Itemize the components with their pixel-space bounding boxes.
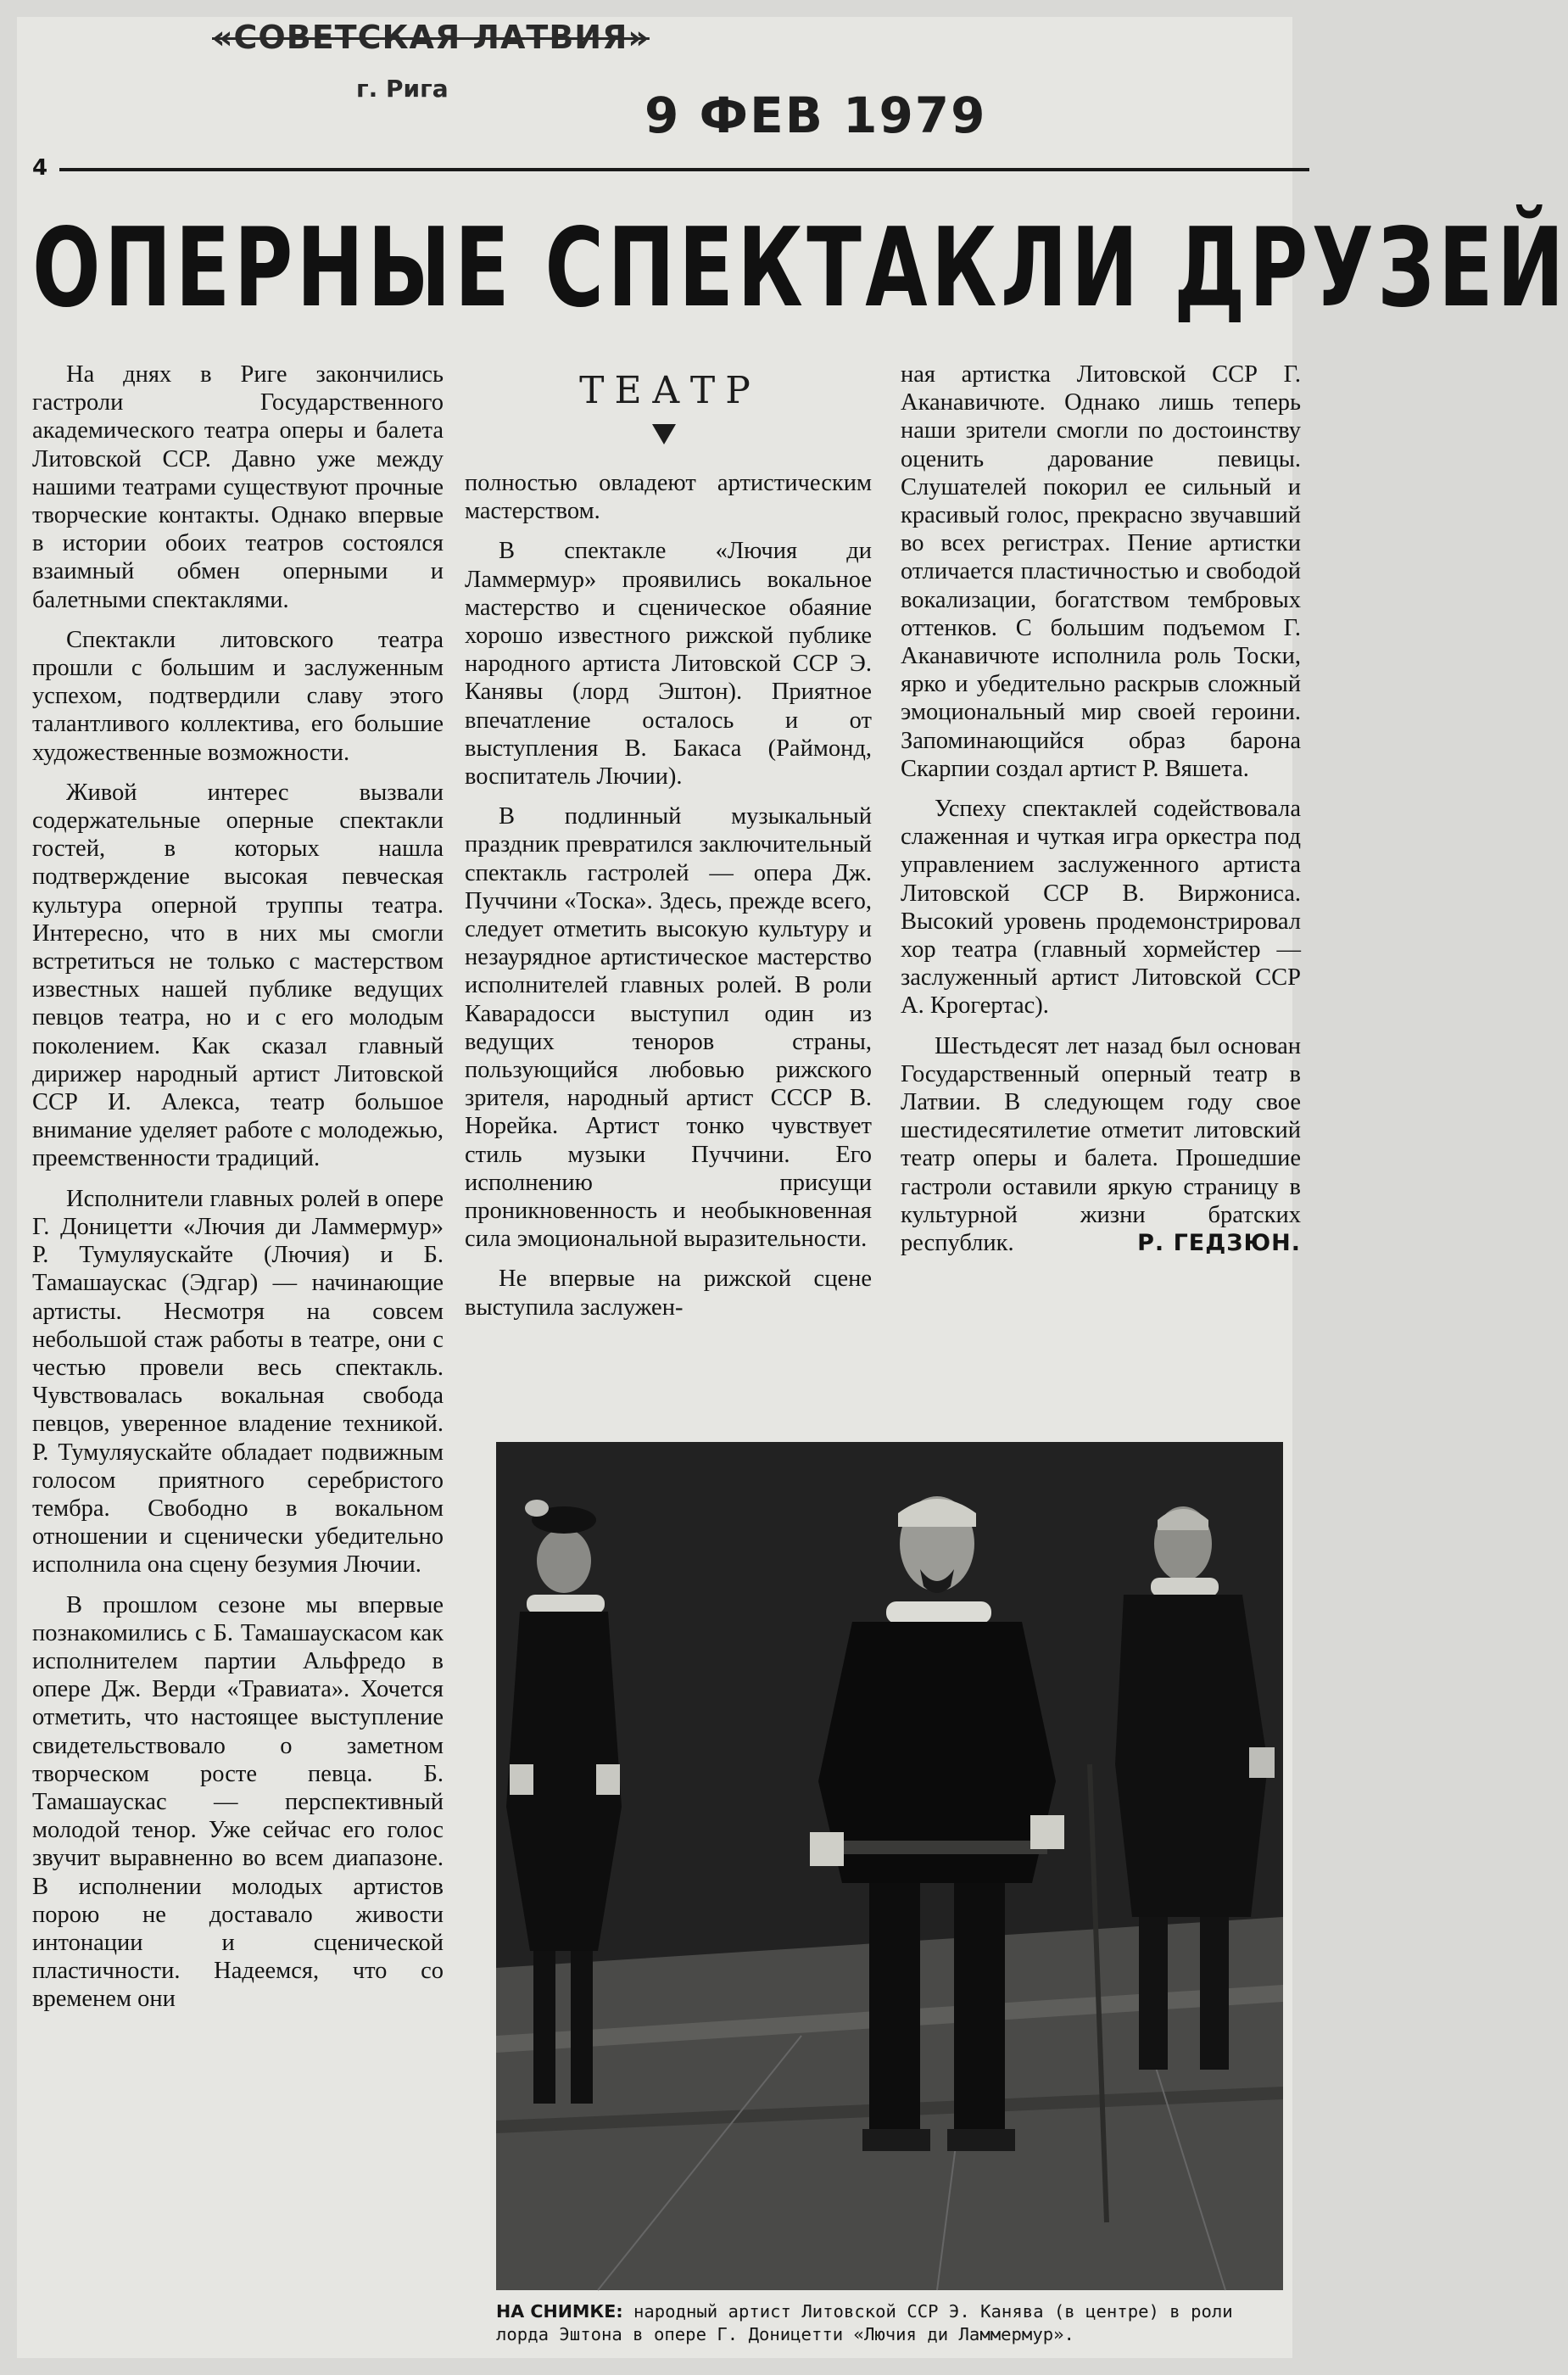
city-stamp: г. Рига: [356, 75, 449, 103]
stage-photo-illustration: [496, 1442, 1283, 2290]
paragraph: В подлинный музыкальный праздник превратился заключительный спектакль гастролей — опера Дж. Пуччини «Тоска». Здесь, прежде всего, следует отметить высокую культуру и незаурядное артистическое мастерство исполнителей главных ролей. В роли Каварадосси выступил один из ведущих теноров страны, пользующийся любовью рижского зрителя, народный артист СССР В. Норейка. Артист тонко чувствует стиль музыки Пуччини. Его исполнению присущи проникновенность и необыкновенная сила эмоциональной выразительности.: [465, 803, 872, 1253]
article-headline: ОПЕРНЫЕ СПЕКТАКЛИ ДРУЗЕЙ: [32, 205, 1568, 332]
paragraph: На днях в Риге закончились гастроли Государственного академического театра оперы и балета Литовской ССР. Давно уже между нашими театрами существуют прочные творческие контакты. Однако впервые в истории обоих театров состоялся взаимный обмен оперными и балетными спектаклями.: [32, 361, 444, 613]
text-column-2: [465, 469, 872, 1322]
paragraph: Исполнители главных ролей в опере Г. Доницетти «Лючия ди Ламмермур» Р. Тумуляускайте (Лючия) и Б. Тамашаускас (Эдгар) — начинающие артисты. Несмотря на совсем небольшой стаж работы в театре, они с честью провели весь спектакль. Чувствовалась вокальная свобода певцов, уверенное владение техникой. Р. Тумуляускайте обладает подвижным голосом приятного серебристого тембра. Свободно в вокальном отношении и сценически убедительно исполнила она сцену безумия Лючии.: [32, 1185, 444, 1579]
paragraph: Успеху спектаклей содействовала слаженная и чуткая игра оркестра под управлением заслуженного артиста Литовской ССР В. Виржониса. Высокий уровень продемонстрировал хор театра (главный хормейстер — заслуженный артист Литовской ССР А. Крогертас).: [901, 796, 1301, 1020]
paragraph: Не впервые на рижской сцене выступила заслужен-: [465, 1266, 872, 1321]
section-rubric: ТЕАТР: [579, 369, 761, 412]
photo-caption: [496, 2300, 1283, 2346]
caption-lead: НА СНИМКЕ:: [496, 2301, 623, 2322]
date-stamp: 9 ФЕВ 1979: [644, 87, 987, 144]
paragraph: [901, 1032, 1301, 1258]
author-signature: Р. ГЕДЗЮН.: [1137, 1230, 1301, 1257]
paragraph-text: Шестьдесят лет назад был основан Государственный оперный театр в Латвии. В следующем году свое шестидесятилетие отметит литовский театр оперы и балета. Прошедшие гастроли оставили яркую страницу в культурной жизни братских республик.: [901, 1032, 1301, 1257]
paragraph: полностью овладеют артистическим мастерством.: [465, 470, 872, 525]
newspaper-name-stamp: «СОВЕТСКАЯ ЛАТВИЯ»: [212, 19, 650, 56]
paragraph: ная артистка Литовской ССР Г. Аканавичюте. Однако лишь теперь наши зрители смогли по достоинству оценить дарование певицы. Слушателей покорил ее сильный и красивый голос, прекрасно звучавший во всех регистрах. Пение артистки отличается пластичностью и свободой вокализации, богатством тембровых оттенков. С большим подъемом Г. Аканавичюте исполнила роль Тоски, ярко и убедительно раскрыв сложный эмоциональный мир своей героини. Запоминающийся образ барона Скарпии создал артист Р. Вяшета.: [901, 361, 1301, 782]
top-rule-divider: [59, 168, 1309, 171]
paragraph: В спектакле «Лючия ди Ламмермур» проявились вокальное мастерство и сценическое обаяние хорошо известного рижской публике народного артиста Литовской ССР Э. Канявы (лорд Эштон). Приятное впечатление осталось и от выступления В. Бакаса (Раймонд, воспитатель Лючии).: [465, 538, 872, 791]
paragraph: Живой интерес вызвали содержательные оперные спектакли гостей, в которых нашла подтверждение высокая певческая культура оперной труппы театра. Интересно, что в них мы смогли встретиться не только с мастерством известных нашей публике ведущих певцов театра, но и с его молодым поколением. Как сказал главный дирижер народный артист Литовской ССР И. Алекса, театр большое внимание уделяет работе с молодежью, преемственности традиций.: [32, 779, 444, 1172]
rubric-arrow-icon: [652, 424, 676, 444]
stage-photo: [496, 1442, 1283, 2290]
paragraph: В прошлом сезоне мы впервые познакомились с Б. Тамашаускасом как исполнителем партии Альфредо в опере Дж. Верди «Травиата». Хочется отметить, что настоящее выступление свидетельствовало о заметном творческом росте певца. Б. Тамашаускас — перспективный молодой тенор. Уже сейчас его голос звучит выравненно во всем диапазоне. В исполнении молодых артистов порою не доставало живости интонации и сценической пластичности. Надеемся, что со временем они: [32, 1591, 444, 2013]
page-number: 4: [32, 155, 48, 181]
text-column-3: [901, 360, 1301, 1257]
text-column-1: [32, 360, 444, 2014]
paragraph: Спектакли литовского театра прошли с большим и заслуженным успехом, подтвердили славу этого талантливого коллектива, его большие художественные возможности.: [32, 626, 444, 766]
caption-text: народный артист Литовской ССР Э. Канява (в центре) в роли лорда Эштона в опере Г. Доницетти «Лючия ди Ламмермур».: [496, 2301, 1233, 2344]
